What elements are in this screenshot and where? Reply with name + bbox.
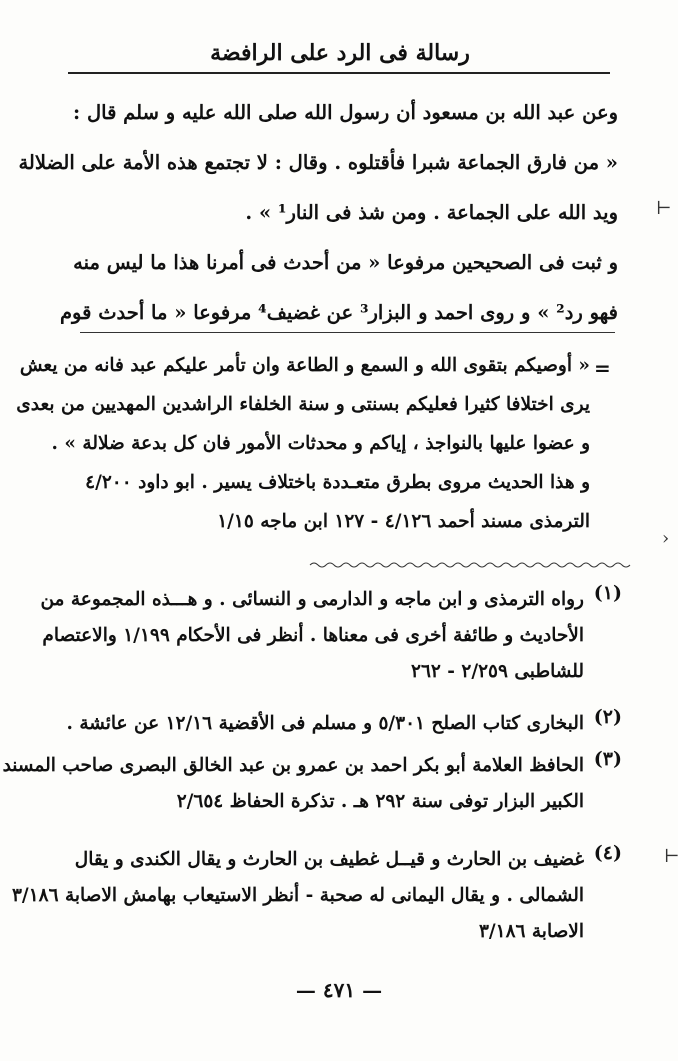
footnote-line: رواه الترمذى و ابن ماجه و الدارمى و النسائى . و هـــذه المجموعة من: [40, 589, 584, 610]
main-paragraph-2: [59, 238, 618, 338]
continuation-marker: =: [594, 356, 611, 380]
text-line: و هذا الحديث مروى بطرق متعـددة باختلاف يسير . ابو داود ٤/٢٠٠: [85, 472, 590, 493]
header-rule: [68, 72, 610, 74]
footnote-number: (٢): [593, 706, 622, 728]
footnote-line: غضيف بن الحارث و قيــل غطيف بن الحارث و يقال الكندى و يقال: [74, 849, 584, 870]
footnote-line: البخارى كتاب الصلح ٥/٣٠١ و مسلم فى الأقضية ١٢/١٦ عن عائشة .: [66, 713, 584, 734]
text-line: وعن عبد الله بن مسعود أن رسول الله صلى الله عليه و سلم قال :: [72, 101, 618, 124]
text-line: فهو رد² » و روى احمد و البزار³ عن غضيف⁴ مرفوعا « ما أحدث قوم: [59, 301, 618, 324]
text-line: و عضوا عليها بالنواجذ ، إياكم و محدثات الأمور فان كل بدعة ضلالة » .: [51, 433, 590, 454]
text-line: « من فارق الجماعة شبرا فأقتلوه . وقال : لا تجتمع هذه الأمة على الضلالة: [18, 151, 618, 174]
wavy-divider: [310, 561, 630, 569]
text-line: و ثبت فى الصحيحين مرفوعا « من أحدث فى أمرنا هذا ما ليس منه: [73, 251, 618, 274]
edge-tick-mark: ⊢: [656, 198, 672, 219]
footnote-3: [2, 748, 622, 820]
text-line: « أوصيكم بتقوى الله و السمع و الطاعة وان تأمر عليكم عبد فانه من يعش: [19, 355, 590, 376]
footnote-line: للشاطبى ٢/٢٥٩ - ٢٦٢: [411, 661, 584, 682]
footnote-line: الكبير البزار توفى سنة ٢٩٢ هـ . تذكرة الحفاظ ٢/٦٥٤: [176, 791, 584, 812]
quote-continuation: [16, 346, 590, 541]
footnote-number: (٤): [593, 842, 622, 864]
edge-tick-mark: ⊢: [664, 846, 679, 867]
footnote-line: الحافظ العلامة أبو بكر احمد بن عمرو بن عبد الخالق البصرى صاحب المسند: [2, 755, 584, 776]
footnote-number: (١): [593, 582, 622, 604]
main-paragraph-1: [18, 88, 618, 238]
footnote-line: الاصابة ٣/١٨٦: [478, 921, 584, 942]
page-header-title: رسالة فى الرد على الرافضة: [210, 40, 470, 66]
text-line: يرى اختلافا كثيرا فعليكم بسنتى و سنة الخلفاء الراشدين المهديين من بعدى: [16, 394, 590, 415]
text-line: ويد الله على الجماعة . ومن شذ فى النار¹ » .: [245, 201, 618, 224]
footnote-2: [66, 706, 622, 742]
section-divider: [80, 332, 615, 333]
footnote-line: الأحاديث و طائفة أخرى فى معناها . أنظر فى الأحكام ١/١٩٩ والاعتصام: [42, 625, 584, 646]
footnote-1: [40, 582, 622, 690]
text-line: الترمذى مسند أحمد ٤/١٢٦ - ١٢٧ ابن ماجه ١/١٥: [217, 511, 590, 532]
footnote-line: الشمالى . و يقال اليمانى له صحبة - أنظر الاستيعاب بهامش الاصابة ٣/١٨٦: [12, 885, 584, 906]
edge-tick-mark: ›: [662, 528, 670, 549]
footnote-4: [12, 842, 622, 950]
page-number: — ٤٧١ —: [295, 978, 383, 1002]
footnote-number: (٣): [593, 748, 622, 770]
